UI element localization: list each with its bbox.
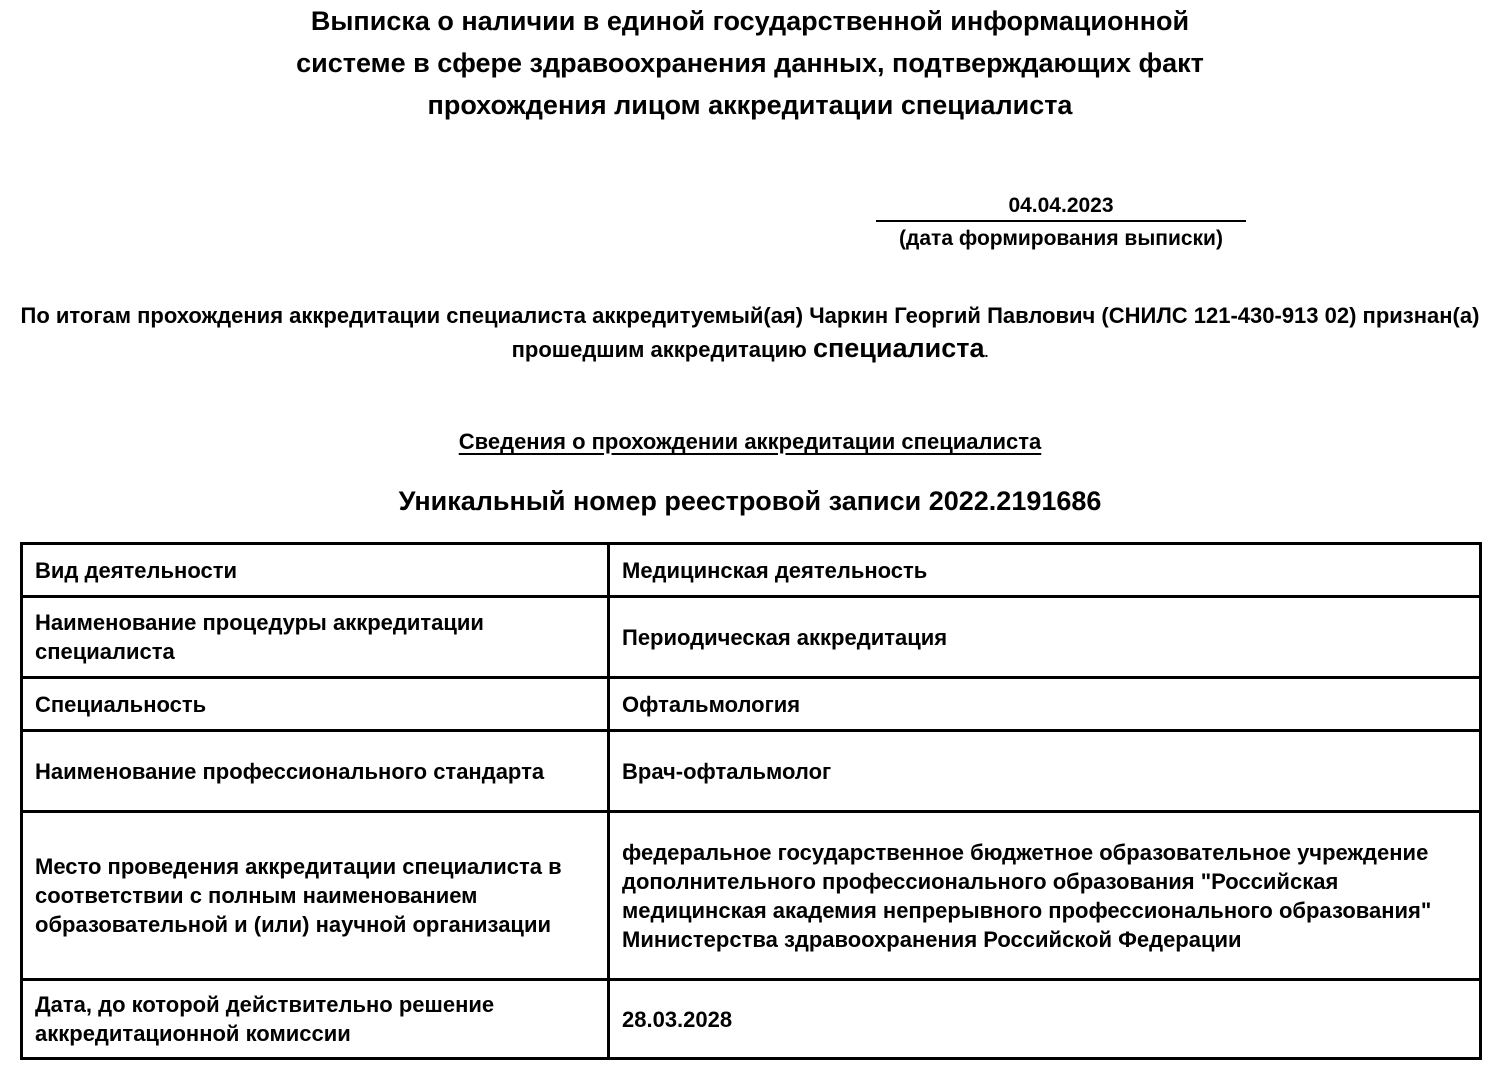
document-title — [0, 0, 1500, 126]
table-key-cell: Наименование профессионального стандарта — [22, 731, 609, 812]
table-key-cell: Специальность — [22, 678, 609, 731]
title-line-1: Выписка о наличии в единой государственной информационной — [310, 6, 1190, 36]
table-row — [22, 731, 1481, 812]
table-value-cell: федеральное государственное бюджетное образовательное учреждение дополнительного профессионального образования "Российская медицинская академия непрерывного профессионального образования" Министерства здравоохранения Российской Федерации — [609, 812, 1481, 980]
date-block — [868, 192, 1254, 254]
section-heading-text: Сведения о прохождении аккредитации специалиста — [458, 429, 1042, 454]
statement-date-caption: (дата формирования выписки) — [899, 227, 1223, 250]
section-heading — [0, 426, 1500, 458]
table-value-cell: Медицинская деятельность — [609, 544, 1481, 597]
table-value-cell: Периодическая аккредитация — [609, 597, 1481, 678]
table-row — [22, 980, 1481, 1059]
result-text-emphasis: специалиста — [812, 333, 985, 363]
table-key-cell: Вид деятельности — [22, 544, 609, 597]
table-value-cell: Офтальмология — [609, 678, 1481, 731]
table-row — [22, 544, 1481, 597]
registry-number: Уникальный номер реестровой записи 2022.2191686 — [398, 486, 1102, 516]
title-line-2: системе в сфере здравоохранения данных, подтверждающих факт — [296, 48, 1204, 78]
statement-date: 04.04.2023 — [876, 192, 1246, 222]
table-value-cell: 28.03.2028 — [609, 980, 1481, 1059]
result-text: По итогам прохождения аккредитации специалиста аккредитуемый(ая) Чаркин Георгий Павлович (СНИЛС 121-430-913 02) признан(а) прошедшим аккредитацию — [20, 303, 1480, 362]
table-key-cell: Дата, до которой действительно решение аккредитационной комиссии — [22, 980, 609, 1059]
table-key-cell: Место проведения аккредитации специалиста в соответствии с полным наименованием образовательной и (или) научной организации — [22, 812, 609, 980]
table-row — [22, 678, 1481, 731]
table-key-cell: Наименование процедуры аккредитации специалиста — [22, 597, 609, 678]
accreditation-table — [20, 542, 1482, 1060]
result-text-dot: . — [984, 344, 989, 360]
title-line-3: прохождения лицом аккредитации специалиста — [427, 90, 1073, 120]
table-value-cell: Врач-офтальмолог — [609, 731, 1481, 812]
table-row — [22, 597, 1481, 678]
accreditation-result — [20, 300, 1480, 368]
table-row — [22, 812, 1481, 980]
